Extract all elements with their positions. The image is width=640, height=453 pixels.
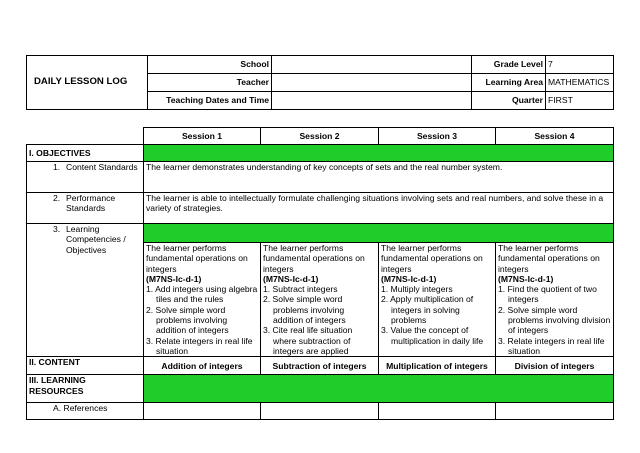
objective-item: 1. Subtract integers [263, 284, 338, 295]
competencies-green-band [144, 224, 614, 243]
grade-level-field[interactable]: 7 [546, 56, 614, 74]
objective-item: 3. Value the concept of multiplication in daily life [381, 325, 484, 346]
session-2-objectives: The learner performs fundamental operations on integers (M7NS-Ic-d-1) 1. Subtract integers 2. Solve simple word problems involving addition of integers 3. Cite real life situation where subtraction of integers are applied [261, 243, 379, 357]
school-label: School [148, 56, 272, 74]
objective-item: 1. Add integers using algebra tiles and the rules [146, 284, 258, 305]
header-table [26, 55, 614, 110]
content-standards-label: 1. Content Standards [27, 162, 144, 193]
quarter-label: Quarter [472, 92, 546, 110]
learning-area-field[interactable]: MATHEMATICS [546, 74, 614, 92]
objective-item: 2. Solve simple word problems involving addition of integers [146, 304, 229, 336]
learning-resources-heading: III. LEARNING RESOURCES [27, 375, 144, 403]
teaching-dates-label: Teaching Dates and Time [148, 92, 272, 110]
grade-level-label: Grade Level [472, 56, 546, 74]
teaching-dates-field[interactable] [272, 92, 472, 110]
lesson-table [26, 127, 614, 420]
objectives-heading: I. OBJECTIVES [27, 145, 144, 162]
session-3-objectives: The learner performs fundamental operations on integers (M7NS-Ic-d-1) 1. Multiply integers 2. Apply multiplication of integers in solving problems 3. Value the concept of multiplication in daily life [379, 243, 496, 357]
session-1-content: Addition of integers [144, 357, 261, 375]
competencies-label: 3. Learning Competencies / Objectives [27, 224, 144, 357]
session-2-references[interactable] [261, 403, 379, 420]
session-4-header: Session 4 [496, 128, 614, 145]
resources-green-band [144, 375, 614, 403]
session-3-header: Session 3 [379, 128, 496, 145]
session-2-content: Subtraction of integers [261, 357, 379, 375]
objective-item: 3. Relate integers in real life situation [498, 335, 605, 356]
teacher-field[interactable] [272, 74, 472, 92]
learning-area-label: Learning Area [472, 74, 546, 92]
content-heading: II. CONTENT [27, 357, 144, 375]
school-field[interactable] [272, 56, 472, 74]
objective-item: 1. Find the quotient of two integers [498, 284, 597, 305]
objective-item: 2. Solve simple word problems involving addition of integers [263, 294, 346, 326]
objective-item: 2. Solve simple word problems involving division of integers [498, 304, 611, 336]
objective-item: 1. Multiply integers [381, 284, 453, 295]
quarter-field[interactable]: FIRST [546, 92, 614, 110]
session-1-references[interactable] [144, 403, 261, 420]
session-3-content: Multiplication of integers [379, 357, 496, 375]
session-1-header: Session 1 [144, 128, 261, 145]
objective-item: 2. Apply multiplication of integers in solving problems [381, 294, 474, 326]
content-standards-text: The learner demonstrates understanding of key concepts of sets and the real number system. [144, 162, 614, 193]
objective-item: 3. Cite real life situation where subtraction of integers are applied [263, 325, 353, 356]
session-4-references[interactable] [496, 403, 614, 420]
session-2-header: Session 2 [261, 128, 379, 145]
session-1-objectives: The learner performs fundamental operations on integers (M7NS-Ic-d-1) 1. Add integers using algebra tiles and the rules 2. Solve simple word problems involving addition of integers 3. Relate integers in real life situation [144, 243, 261, 357]
objectives-green-band [144, 145, 614, 162]
performance-standards-text: The learner is able to intellectually formulate challenging situations involving sets and real numbers, and solve these in a variety of strategies. [144, 193, 614, 224]
teacher-label: Teacher [148, 74, 272, 92]
session-4-objectives: The learner performs fundamental operations on integers (M7NS-Ic-d-1) 1. Find the quotient of two integers 2. Solve simple word problems involving division of integers 3. Relate integers in real life situation [496, 243, 614, 357]
references-label: A. References [27, 403, 144, 420]
performance-standards-label: 2. Performance Standards [27, 193, 144, 224]
session-4-content: Division of integers [496, 357, 614, 375]
log-title: DAILY LESSON LOG [27, 56, 148, 110]
objective-item: 3. Relate integers in real life situation [146, 335, 253, 356]
corner-cell [27, 128, 144, 145]
session-3-references[interactable] [379, 403, 496, 420]
